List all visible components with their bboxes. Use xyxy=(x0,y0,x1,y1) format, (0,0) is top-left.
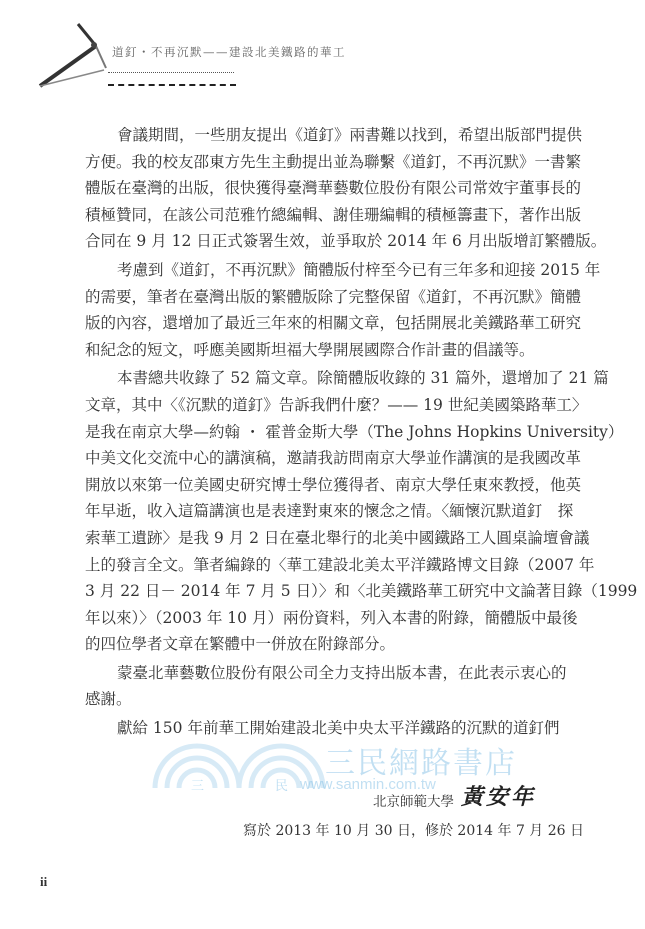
text-line: 本書總共收錄了 52 篇文章。除簡體版收錄的 31 篇外，還增加了 21 篇 xyxy=(117,369,609,388)
watermark-store-name: 三民網路書店 xyxy=(325,746,517,781)
text-line: 開放以來第一位美國史研究博士學位獲得者、南京大學任東來教授，他英 xyxy=(85,475,582,494)
text-line: 版的內容，還增加了最近三年來的相關文章，包括開展北美鐵路華工研究 xyxy=(85,314,582,333)
date-line: 寫於 2013 年 10 月 30 日，修於 2014 年 7 月 26 日 xyxy=(243,823,585,839)
text-line: 年早逝，收入這篇講演也是表達對東來的懷念之情。〈緬懷沉默道釘 探 xyxy=(85,502,574,521)
author-signature: 黃安年 xyxy=(461,784,537,810)
pickaxe-icon xyxy=(38,20,110,92)
text-line: 感謝。 xyxy=(85,690,132,709)
text-line: 是我在南京大學—約翰 ・ 霍普金斯大學（The Johns Hopkins University） xyxy=(85,422,624,441)
watermark-url: www.sanmin.com.tw xyxy=(300,776,436,793)
text-line: 3 月 22 日－ 2014 年 7 月 5 日）〉和〈北美鐵路華工研究中文論著目錄（1999 xyxy=(85,582,638,601)
running-header-title: 道釘・不再沉默——建設北美鐵路的華工 xyxy=(112,45,346,59)
text-line: 文章，其中〈《沉默的道釘》告訴我們什麼？—— 19 世紀美國築路華工〉 xyxy=(85,395,588,414)
text-line: 方便。我的校友邵東方先生主動提出並為聯繫《道釘，不再沉默》一書繁 xyxy=(85,152,582,171)
text-line: 體版在臺灣的出版，很快獲得臺灣華藝數位股份有限公司常效宇董事長的 xyxy=(85,179,582,198)
watermark-char-left: 三 xyxy=(191,779,205,794)
text-line: 上的發言全文。筆者編錄的〈華工建設北美太平洋鐵路博文目錄（2007 年 xyxy=(85,555,595,574)
text-line: 會議期間，一些朋友提出《道釘》兩書難以找到，希望出版部門提供 xyxy=(117,126,583,144)
text-line: 考慮到《道釘，不再沉默》簡體版付梓至今已有三年多和迎接 2015 年 xyxy=(117,260,601,279)
text-line: 和紀念的短文，呼應美國斯坦福大學開展國際合作計畫的倡議等。 xyxy=(85,340,535,359)
paragraph xyxy=(85,660,567,713)
paragraph xyxy=(85,122,607,255)
page-number: ii xyxy=(40,874,48,889)
text-line: 的四位學者文章在繁體中一併放在附錄部分。 xyxy=(85,635,396,654)
paragraph xyxy=(85,257,601,363)
paragraph xyxy=(85,365,638,658)
text-line: 的需要，筆者在臺灣出版的繁體版除了完整保留《道釘，不再沉默》簡體 xyxy=(85,287,582,306)
text-line: 索華工遺跡〉是我 9 月 2 日在臺北舉行的北美中國鐵路工人圓桌論壇會議 xyxy=(85,528,590,547)
header-dotted-rule xyxy=(108,72,234,73)
text-line: 年以來）〉（2003 年 10 月）兩份資料，列入本書的附錄，簡體版中最後 xyxy=(85,608,578,627)
text-line: 獻給 150 年前華工開始建設北美中央太平洋鐵路的沉默的道釘們 xyxy=(117,719,560,738)
author-affiliation: 北京師範大學 xyxy=(373,794,454,810)
text-line: 合同在 9 月 12 日正式簽署生效，並爭取於 2014 年 6 月出版增訂繁體版。 xyxy=(85,232,607,251)
text-line: 中美文化交流中心的講演稿，邀請我訪問南京大學並作講演的是我國改革 xyxy=(85,449,582,468)
text-line: 積極贊同，在該公司范雅竹總編輯、謝佳珊編輯的積極籌畫下，著作出版 xyxy=(85,205,582,224)
body-text xyxy=(85,122,638,744)
header-dashed-rule xyxy=(108,84,236,86)
text-line: 蒙臺北華藝數位股份有限公司全力支持出版本書，在此表示衷心的 xyxy=(117,663,567,682)
watermark-char-right: 民 xyxy=(275,779,289,794)
